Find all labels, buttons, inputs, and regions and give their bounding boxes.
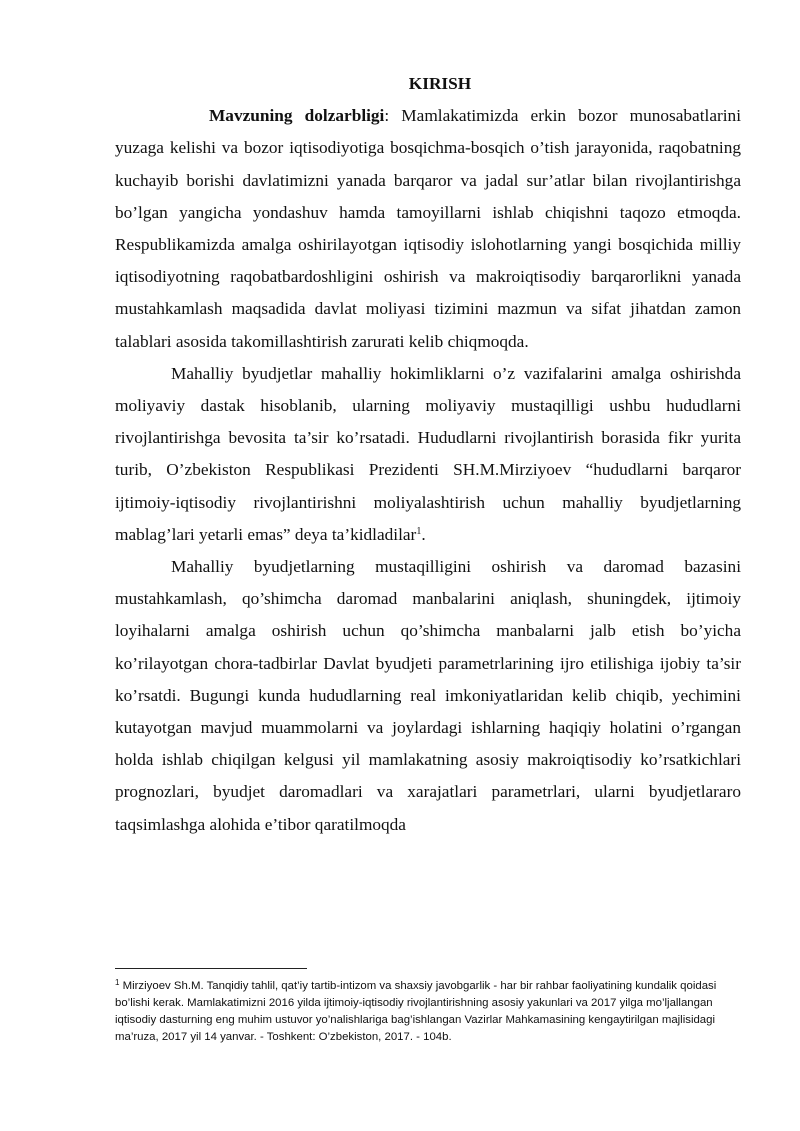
page-heading: KIRISH [408,74,472,93]
paragraph-local-budgets [115,358,741,551]
main-text-block [115,68,741,841]
footnote-reference[interactable]: 1 [416,525,422,537]
paragraph-lead-term: Mavzuning dolzarbligi [209,106,385,126]
paragraph-end-punctuation: . [421,524,426,544]
paragraph-relevance [115,100,741,358]
paragraph-text: Mahalliy byudjetlar mahalliy hokimliklarni o’z vazifalarini amalga oshirishda moliyaviy dastak hisoblanib, ularning moliyaviy mustaqilligi ushbu hududlarni rivojlantirishga bevosita ta’sir ko’rsatadi. Hududlarni rivojlantirish borasida fikr yurita turib, O’zbekiston Respublikasi Prezidenti SH.M.Mirziyoev “hududlarni barqaror ijtimoiy-iqtisodiy rivojlantirishni moliyalashtirish uchun mahalliy byudjetlarning mablag’lari yetarli emas” deya ta’kidladilar [115,363,741,544]
footnote [115,978,745,1046]
footnote-marker: 1 [115,978,120,987]
footnote-text: Mirziyoev Sh.M. Tanqidiy tahlil, qat’iy tartib-intizom va shaxsiy javobgarlik - har bir rahbar faoliyatining kundalik qoidasi bo’lishi kerak. Mamlakatimizni 2016 yilda ijtimoiy-iqtisodiy rivojlantirishning asosiy yakunlari va 2017 yilga mo’ljallangan iqtisodiy dasturning eng muhim ustuvor yo’nalishlariga bag’ishlangan Vazirlar Mahkamasining kengaytirilgan majlisidagi ma’ruza, 2017 yil 14 yanvar. - Toshkent: O’zbekiston, 2017. - 104b. [115,980,717,1043]
paragraph-text: Mahalliy byudjetlarning mustaqilligini oshirish va daromad bazasini mustahkamlash, qo’shimcha daromad manbalarini aniqlash, shuningdek, ijtimoiy loyihalarni amalga oshirish uchun qo’shimcha manbalarni jalb etish bo’yicha ko’rilayotgan chora-tadbirlar Davlat byudjeti parametrlarining ijro etilishiga ijobiy ta’sir ko’rsatdi. Bugungi kunda hududlarning real imkoniyatlaridan kelib chiqib, yechimini kutayotgan mavjud muammolarni va joylardagi ishlarning haqiqiy holatini o’rgangan holda ishlab chiqilgan kelgusi yil mamlakatning asosiy makroiqtisodiy ko’rsatkichlari prognozlari, byudjet daromadlari va xarajatlari parametrlari, ularni byudjetlararo taqsimlashga alohida e’tibor qaratilmoqda [115,557,741,834]
paragraph-budget-independence [115,551,741,841]
footnote-separator [115,968,307,969]
paragraph-text: : Mamlakatimizda erkin bozor munosabatlarini yuzaga kelishi va bozor iqtisodiyotiga bosqichma-bosqich o’tish jarayonida, raqobatning kuchayib borishi davlatimizni yanada barqaror va jadal sur’atlar bilan rivojlantirishga bo’lgan yangicha yondashuv hamda tamoyillarni ishlab chiqishni taqozo etmoqda. Respublikamizda amalga oshirilayotgan iqtisodiy islohotlarning yangi bosqichida milliy iqtisodiyotning raqobatbardoshligini oshirish va makroiqtisodiy barqarorlikni yanada mustahkamlash maqsadida davlat moliyasi tizimini mazmun va sifat jihatdan zamon talablari asosida takomillashtirish zarurati kelib chiqmoqda. [115,106,741,351]
